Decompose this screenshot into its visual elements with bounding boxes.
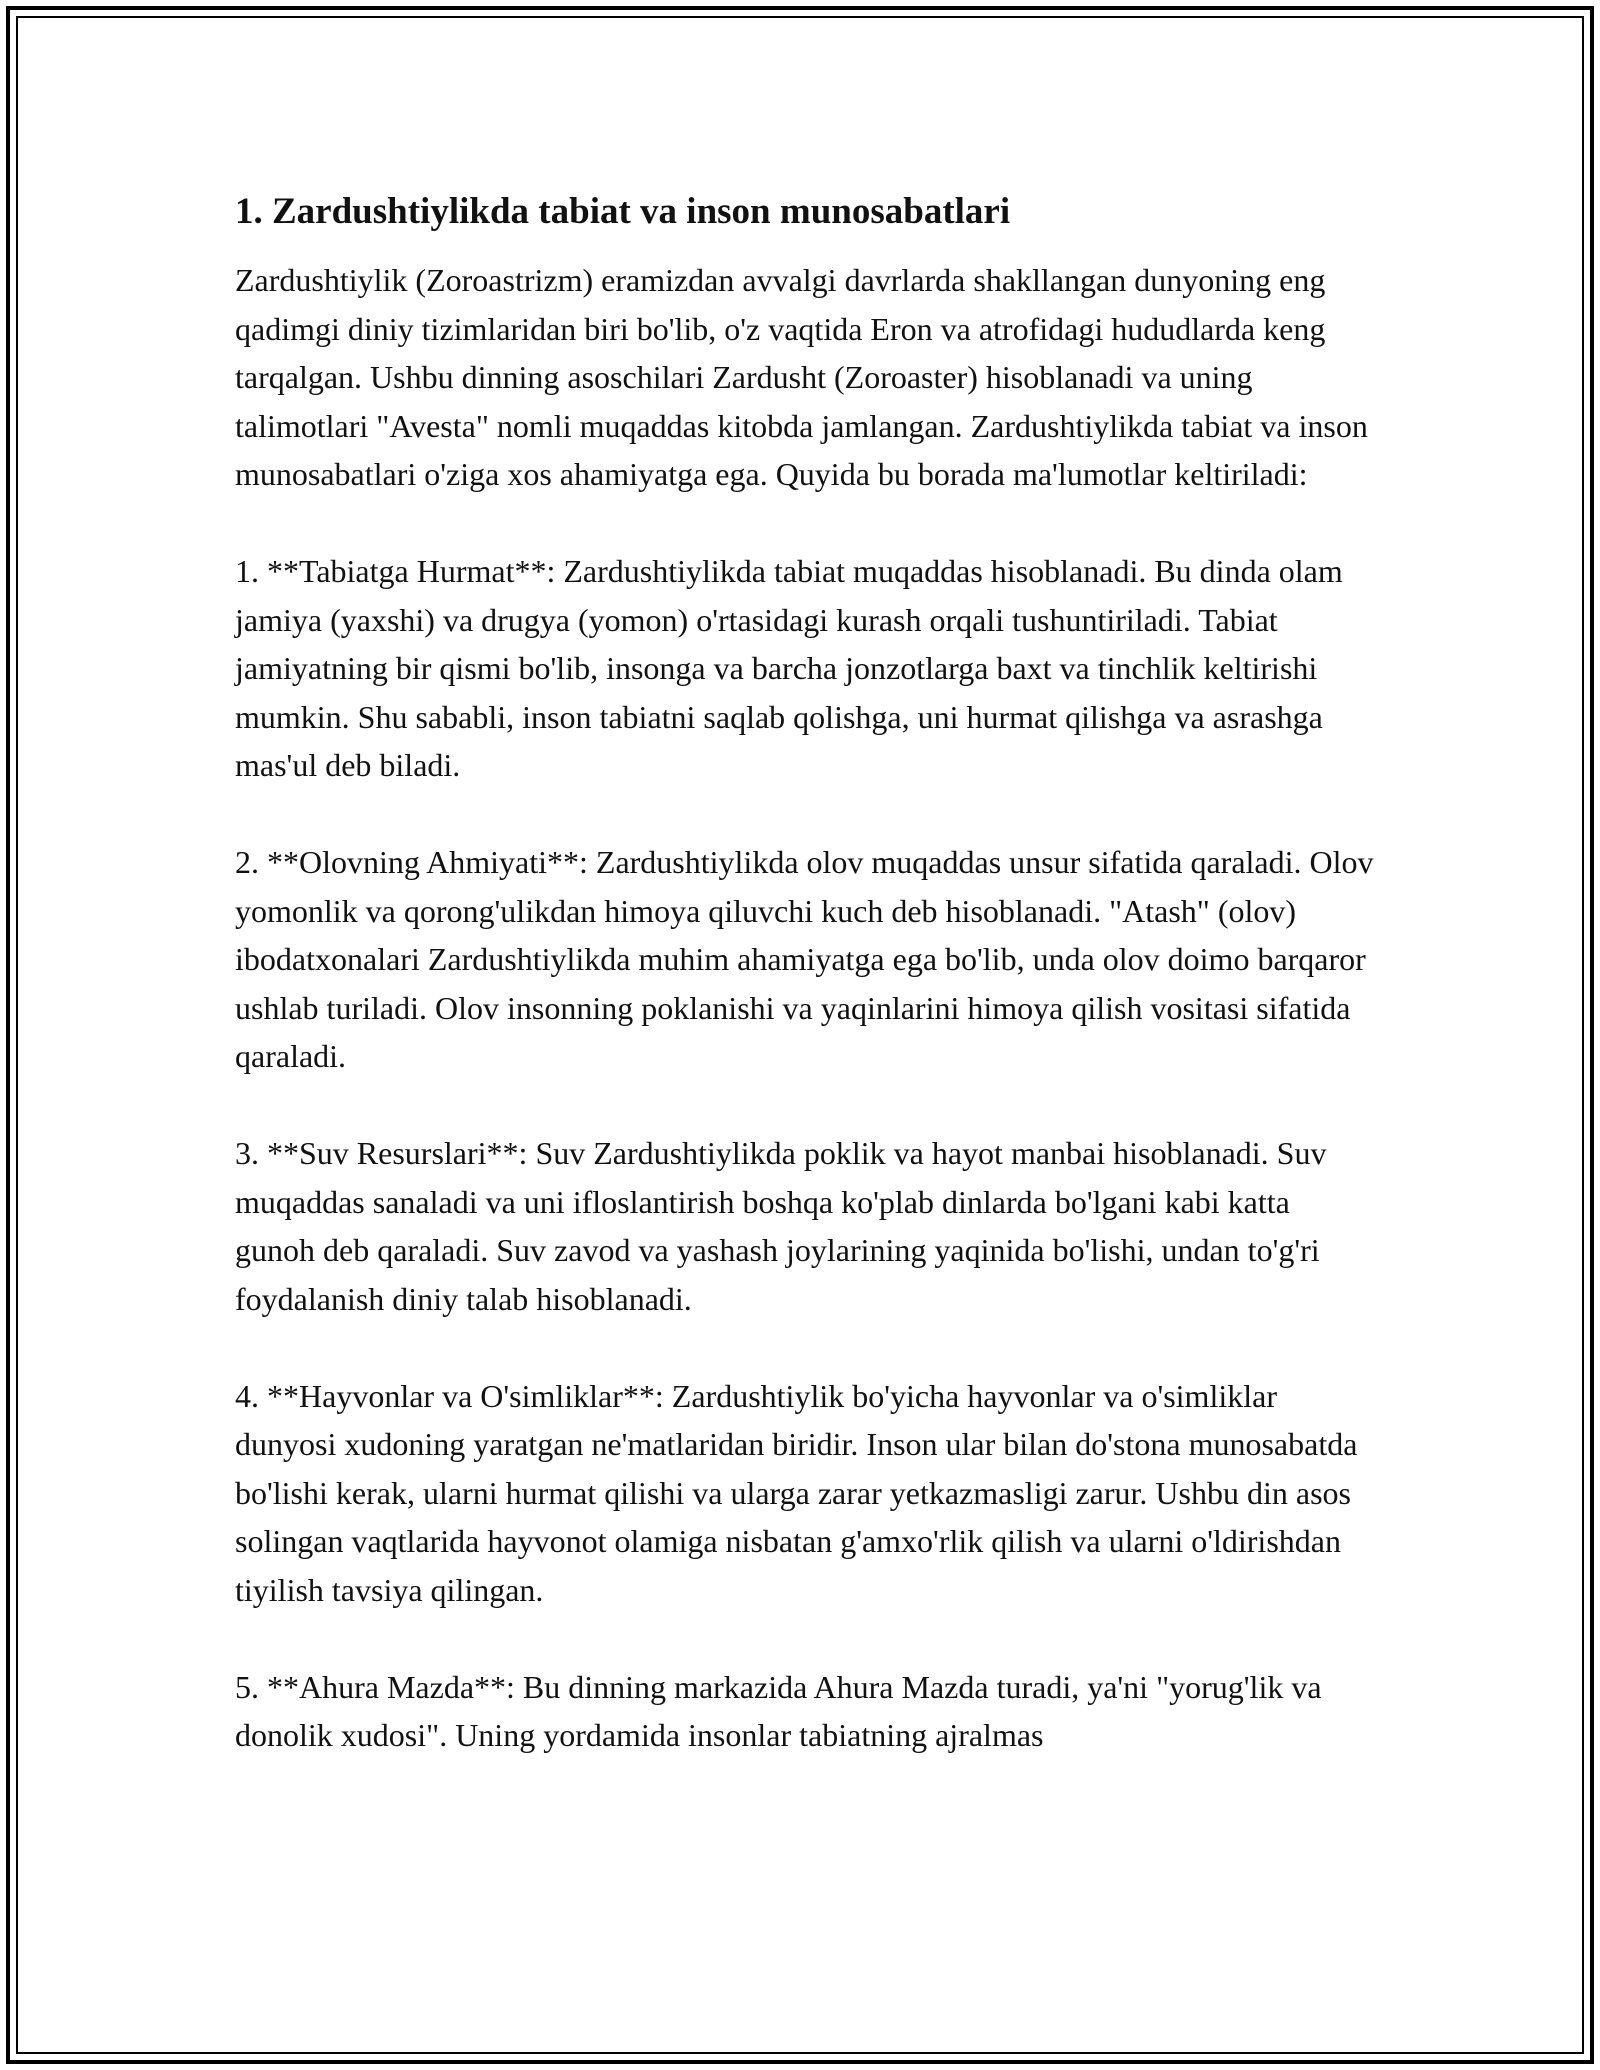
paragraph-ahura-mazda: 5. **Ahura Mazda**: Bu dinning markazida Ahura Mazda turadi, ya'ni "yorug'lik va donolik xudosi". Uning yordamida insonlar tabiatning ajralmas [235,1668,1322,1753]
paragraph-fire-importance: 2. **Olovning Ahmiyati**: Zardushtiylikda olov muqaddas unsur sifatida qaraladi. Olov yomonlik va qorong'ulikdan himoya qiluvchi kuch deb hisoblanadi. "Atash" (olov) ibodatxonalari Zardushtiylikda muhim ahamiyatga ega bo'lib, unda olov doimo barqaror ushlab turiladi. Olov insonning poklanishi va yaqinlarini himoya qilish vositasi sifatida qaraladi. [235,844,1374,1074]
paragraph-water-resources: 3. **Suv Resurslari**: Suv Zardushtiylikda poklik va hayot manbai hisoblanadi. Suv muqaddas sanaladi va uni ifloslantirish boshqa ko'plab dinlarda bo'lgani kabi katta gunoh deb qaraladi. Suv zavod va yashash joylarining yaqinida bo'lishi, undan to'g'ri foydalanish diniy talab hisoblanadi. [235,1135,1327,1317]
document-body [235,188,1375,1808]
paragraph-animals-plants: 4. **Hayvonlar va O'simliklar**: Zardushtiylik bo'yicha hayvonlar va o'simliklar dunyosi xudoning yaratgan ne'matlaridan biridir. Inson ular bilan do'stona munosabatda bo'lishi kerak, ularni hurmat qilishi va ularga zarar yetkazmasligi zarur. Ushbu din asos solingan vaqtlarida hayvonot olamiga nisbatan g'amxo'rlik qilish va ularni o'ldirishdan tiyilish tavsiya qilingan. [235,1377,1358,1608]
intro-paragraph: Zardushtiylik (Zoroastrizm) eramizdan avvalgi davrlarda shakllangan dunyoning eng qadimgi diniy tizimlaridan biri bo'lib, o'z vaqtida Eron va atrofidagi hududlarda keng tarqalgan. Ushbu dinning asoschilari Zardusht (Zoroaster) hisoblanadi va uning talimotlari "Avesta" nomli muqaddas kitobda jamlangan. Zardushtiylikda tabiat va inson munosabatlari o'ziga xos ahamiyatga ega. Quyida bu borada ma'lumotlar keltiriladi: [235,262,1368,492]
paragraph-nature-respect: 1. **Tabiatga Hurmat**: Zardushtiylikda tabiat muqaddas hisoblanadi. Bu dinda olam jamiya (yaxshi) va drugya (yomon) o'rtasidagi kurash orqali tushuntiriladi. Tabiat jamiyatning bir qismi bo'lib, insonga va barcha jonzotlarga baxt va tinchlik keltirishi mumkin. Shu sababli, inson tabiatni saqlab qolishga, uni hurmat qilishga va asrashga mas'ul deb biladi. [235,553,1343,783]
document-title: 1. Zardushtiylikda tabiat va inson munosabatlari [235,191,1011,232]
